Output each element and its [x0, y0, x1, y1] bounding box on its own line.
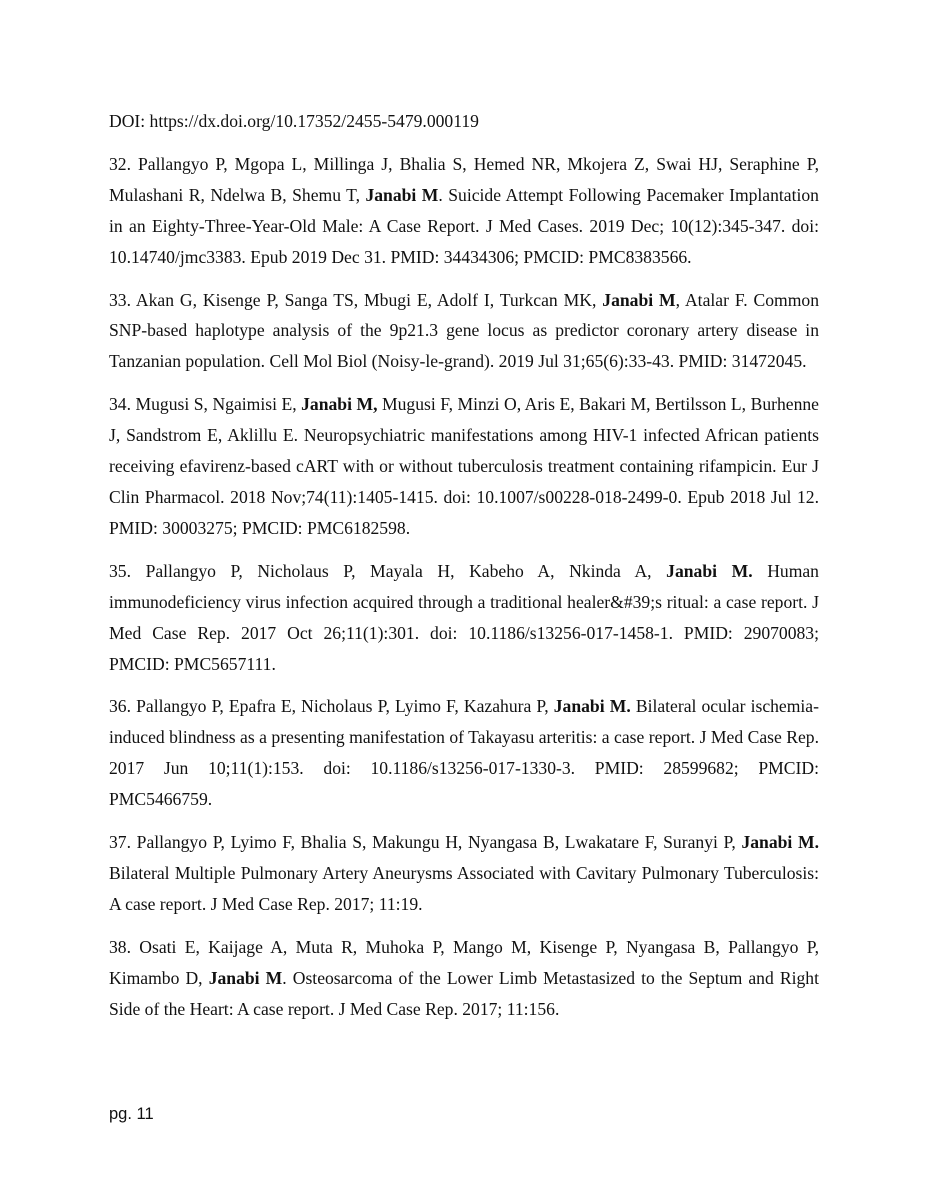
reference-35: [109, 556, 819, 680]
reference-list: [109, 106, 819, 1036]
reference-34: [109, 389, 819, 544]
reference-text: Mugusi F, Minzi O, Aris E, Bakari M, Bertilsson L, Burhenne J, Sandstrom E, Aklillu E. Neuropsychiatric manifestations among HIV-1 infected African patients receiving efavirenz-based cART with or without tuberculosis treatment containing rifampicin. Eur J Clin Pharmacol. 2018 Nov;74(11):1405-1415. doi: 10.1007/s00228-018-2499-0. Epub 2018 Jul 12. PMID: 30003275; PMCID: PMC6182598.: [109, 394, 819, 538]
reference-text: 35. Pallangyo P, Nicholaus P, Mayala H, Kabeho A, Nkinda A,: [109, 560, 667, 581]
reference-text: . Osteosarcoma of the Lower Limb Metastasized to the Septum and Right Side of the Heart: A case report. J Med Case Rep. 2017; 11:156.: [109, 967, 819, 1019]
reference-32: [109, 149, 819, 273]
highlighted-author: Janabi M.: [741, 832, 819, 853]
highlighted-author: Janabi M,: [301, 394, 378, 415]
reference-text: , Atalar F. Common SNP-based haplotype analysis of the 9p21.3 gene locus as predictor coronary artery disease in Tanzanian population. Cell Mol Biol (Noisy-le-grand). 2019 Jul 31;65(6):33-43. PMID: 31472045.: [109, 289, 819, 372]
reference-text: . Suicide Attempt Following Pacemaker Implantation in an Eighty-Three-Year-Old Male: A Case Report. J Med Cases. 2019 Dec; 10(12):345-347. doi: 10.14740/jmc3383. Epub 2019 Dec 31. PMID: 34434306; PMCID: PMC8383566.: [109, 184, 819, 267]
reference-37: [109, 827, 819, 920]
doi-line: DOI: https://dx.doi.org/10.17352/2455-5479.000119: [109, 111, 479, 131]
reference-text: 32. Pallangyo P, Mgopa L, Millinga J, Bhalia S, Hemed NR, Mkojera Z, Swai HJ, Seraphine P, Mulashani R, Ndelwa B, Shemu T,: [109, 153, 819, 205]
reference-text: 38. Osati E, Kaijage A, Muta R, Muhoka P, Mango M, Kisenge P, Nyangasa B, Pallangyo P, Kimambo D,: [109, 936, 819, 988]
reference-text: 36. Pallangyo P, Epafra E, Nicholaus P, Lyimo F, Kazahura P,: [109, 696, 554, 717]
reference-text: 37. Pallangyo P, Lyimo F, Bhalia S, Makungu H, Nyangasa B, Lwakatare F, Suranyi P,: [109, 832, 742, 853]
reference-33: [109, 285, 819, 378]
highlighted-author: Janabi M: [208, 967, 283, 988]
reference-38: [109, 932, 819, 1025]
reference-text: Human immunodeficiency virus infection acquired through a traditional healer&#39;s ritual: a case report. J Med Case Rep. 2017 Oct 26;11(1):301. doi: 10.1186/s13256-017-1458-1. PMID: 29070083; PMCID: PMC5657111.: [109, 560, 819, 674]
highlighted-author: Janabi M.: [553, 696, 631, 717]
reference-text: 33. Akan G, Kisenge P, Sanga TS, Mbugi E, Adolf I, Turkcan MK,: [109, 289, 603, 310]
highlighted-author: Janabi M.: [666, 560, 753, 581]
page-number: pg. 11: [109, 1105, 154, 1123]
reference-36: [109, 691, 819, 815]
reference-text: 34. Mugusi S, Ngaimisi E,: [109, 394, 302, 415]
highlighted-author: Janabi M: [602, 289, 676, 310]
highlighted-author: Janabi M: [365, 184, 439, 205]
reference-text: Bilateral Multiple Pulmonary Artery Aneurysms Associated with Cavitary Pulmonary Tuberculosis: A case report. J Med Case Rep. 2017; 11:19.: [109, 862, 819, 914]
reference-text: Bilateral ocular ischemia-induced blindness as a presenting manifestation of Takayasu arteritis: a case report. J Med Case Rep. 2017 Jun 10;11(1):153. doi: 10.1186/s13256-017-1330-3. PMID: 28599682; PMCID: PMC5466759.: [109, 696, 819, 810]
